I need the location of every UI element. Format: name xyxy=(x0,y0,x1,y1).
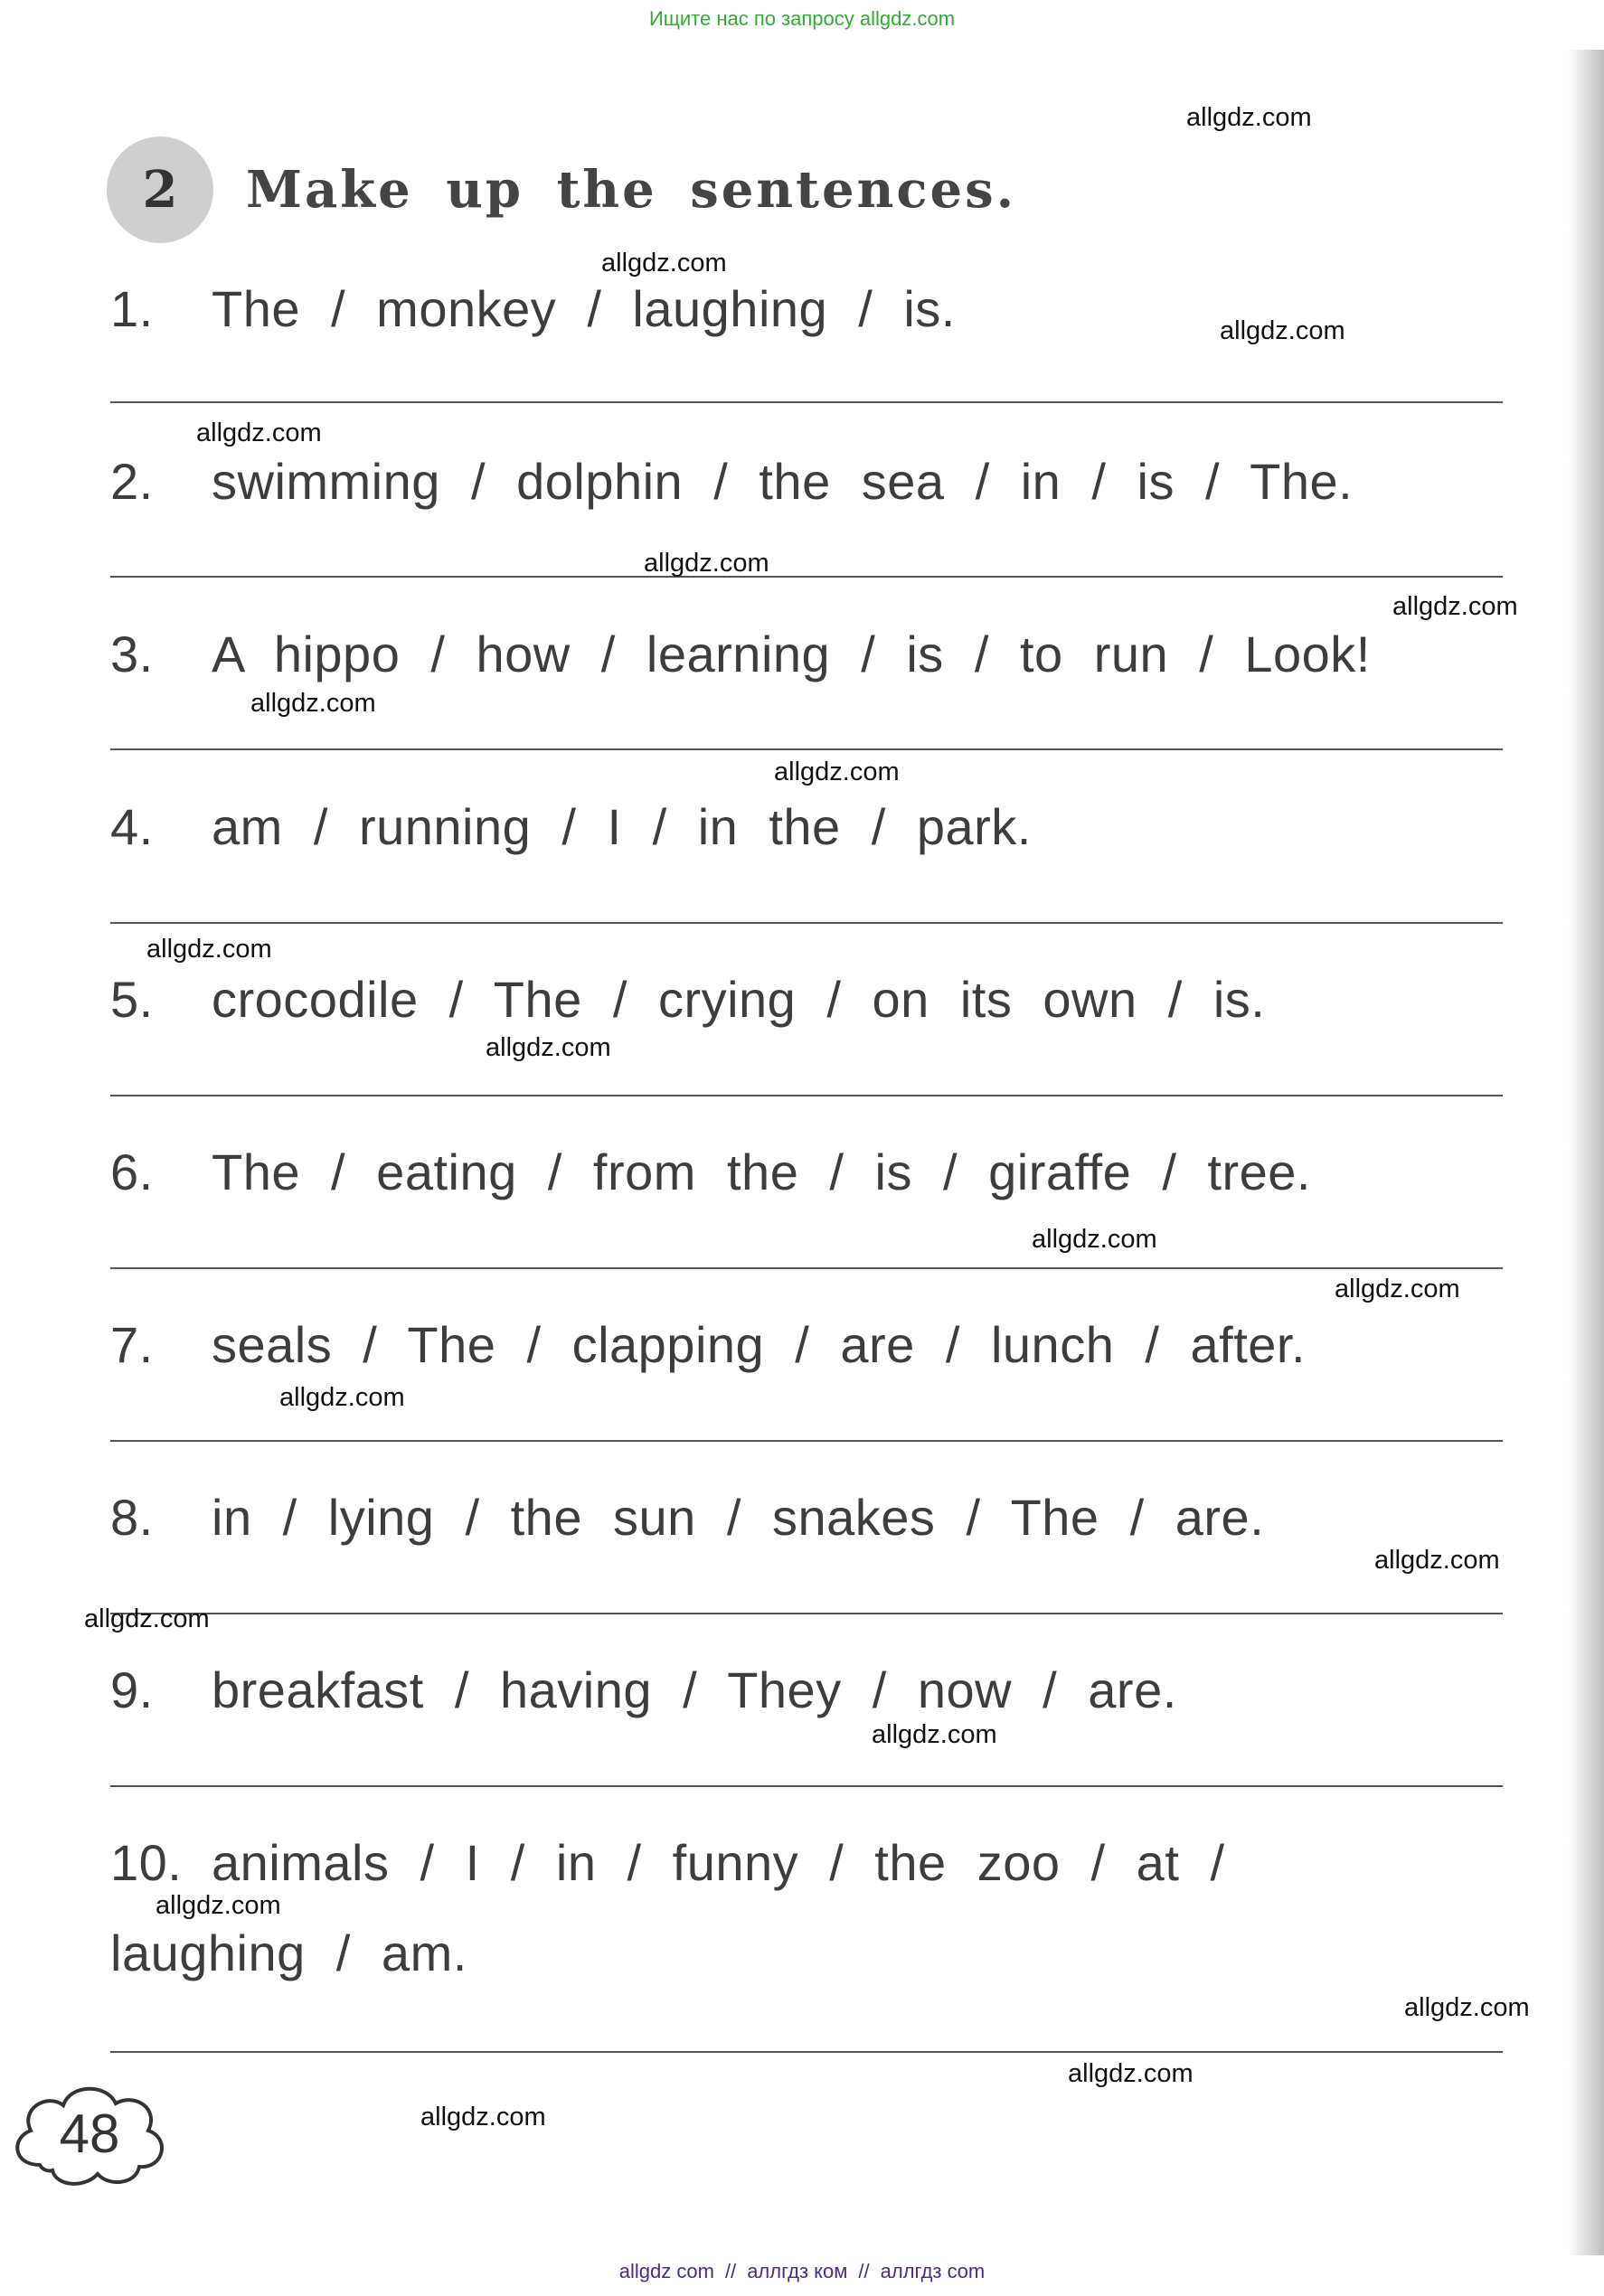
exercise-item xyxy=(110,437,1503,527)
item-words: in / lying / the sun / snakes / The / are. xyxy=(212,1489,1265,1546)
page-number-cloud xyxy=(4,2075,175,2192)
watermark: allgdz.com xyxy=(1392,592,1518,621)
item-words: swimming / dolphin / the sea / in / is / The. xyxy=(212,453,1354,510)
answer-line[interactable] xyxy=(110,1267,1503,1269)
bottom-banner xyxy=(0,2260,1604,2283)
watermark: allgdz.com xyxy=(196,419,322,447)
watermark: allgdz.com xyxy=(279,1383,405,1412)
bottom-banner-link[interactable]: аллгдз ком xyxy=(747,2260,848,2282)
exercise-item xyxy=(110,782,1503,872)
exercise-header xyxy=(107,136,1016,244)
answer-line[interactable] xyxy=(110,1785,1503,1787)
answer-line[interactable] xyxy=(110,748,1503,750)
answer-line[interactable] xyxy=(110,576,1503,578)
answer-line[interactable] xyxy=(110,401,1503,403)
exercise-number-badge: 2 xyxy=(107,136,213,243)
watermark: allgdz.com xyxy=(1404,1993,1530,2022)
item-words-continued: laughing / am. xyxy=(110,1924,467,1981)
watermark: allgdz.com xyxy=(1068,2059,1194,2088)
item-words: A hippo / how / learning / is / to run / Look! xyxy=(212,626,1371,682)
watermark: allgdz.com xyxy=(1186,103,1312,132)
item-number: 9. xyxy=(110,1661,154,1718)
exercise-item xyxy=(110,955,1503,1045)
exercise-item xyxy=(110,1473,1503,1563)
item-number: 2. xyxy=(110,453,154,510)
answer-line[interactable] xyxy=(110,1440,1503,1442)
item-words: The / eating / from the / is / giraffe / tree. xyxy=(212,1143,1311,1200)
item-number: 4. xyxy=(110,798,154,855)
item-number: 3. xyxy=(110,626,154,682)
watermark: allgdz.com xyxy=(644,549,769,578)
item-words: animals / I / in / funny / the zoo / at / xyxy=(212,1834,1225,1891)
watermark: allgdz.com xyxy=(1032,1225,1157,1254)
item-words: breakfast / having / They / now / are. xyxy=(212,1661,1177,1718)
item-number: 1. xyxy=(110,280,154,337)
watermark: allgdz.com xyxy=(1220,316,1345,345)
bottom-banner-separator: // xyxy=(724,2260,737,2282)
exercise-item xyxy=(110,1300,1503,1390)
watermark: allgdz.com xyxy=(601,249,727,278)
item-number: 7. xyxy=(110,1316,154,1373)
answer-line[interactable] xyxy=(110,922,1503,924)
exercise-title: Make up the sentences. xyxy=(246,160,1017,220)
exercise-item xyxy=(110,609,1503,700)
top-banner[interactable]: Ищите нас по запросу allgdz.com xyxy=(648,7,956,30)
item-number: 6. xyxy=(110,1143,154,1200)
answer-line[interactable] xyxy=(110,1095,1503,1096)
watermark: allgdz.com xyxy=(486,1033,611,1062)
watermark: allgdz.com xyxy=(156,1891,281,1920)
bottom-banner-separator: // xyxy=(858,2260,870,2282)
item-words: am / running / I / in the / park. xyxy=(212,798,1032,855)
bottom-banner-link[interactable]: аллгдз com xyxy=(880,2260,986,2282)
watermark: allgdz.com xyxy=(146,935,272,964)
bottom-banner-link[interactable]: allgdz com xyxy=(618,2260,714,2282)
answer-line[interactable] xyxy=(110,1613,1503,1614)
watermark: allgdz.com xyxy=(1335,1275,1460,1303)
watermark: allgdz.com xyxy=(872,1720,997,1749)
watermark: allgdz.com xyxy=(1374,1546,1500,1575)
item-number: 10. xyxy=(110,1834,183,1891)
exercise-item xyxy=(110,1127,1503,1218)
item-number: 8. xyxy=(110,1489,154,1546)
item-number: 5. xyxy=(110,971,154,1028)
watermark: allgdz.com xyxy=(84,1604,210,1633)
page-edge-shadow xyxy=(1568,50,1604,2255)
answer-line[interactable] xyxy=(110,2051,1503,2053)
watermark: allgdz.com xyxy=(420,2103,546,2131)
exercise-item xyxy=(110,1645,1503,1736)
page-number: 48 xyxy=(59,2103,120,2164)
watermark: allgdz.com xyxy=(250,689,376,718)
item-words: The / monkey / laughing / is. xyxy=(212,280,956,337)
item-words: seals / The / clapping / are / lunch / after. xyxy=(212,1316,1307,1373)
item-words: crocodile / The / crying / on its own / is. xyxy=(212,971,1266,1028)
exercise-item xyxy=(110,1818,1503,1999)
watermark: allgdz.com xyxy=(774,757,900,786)
